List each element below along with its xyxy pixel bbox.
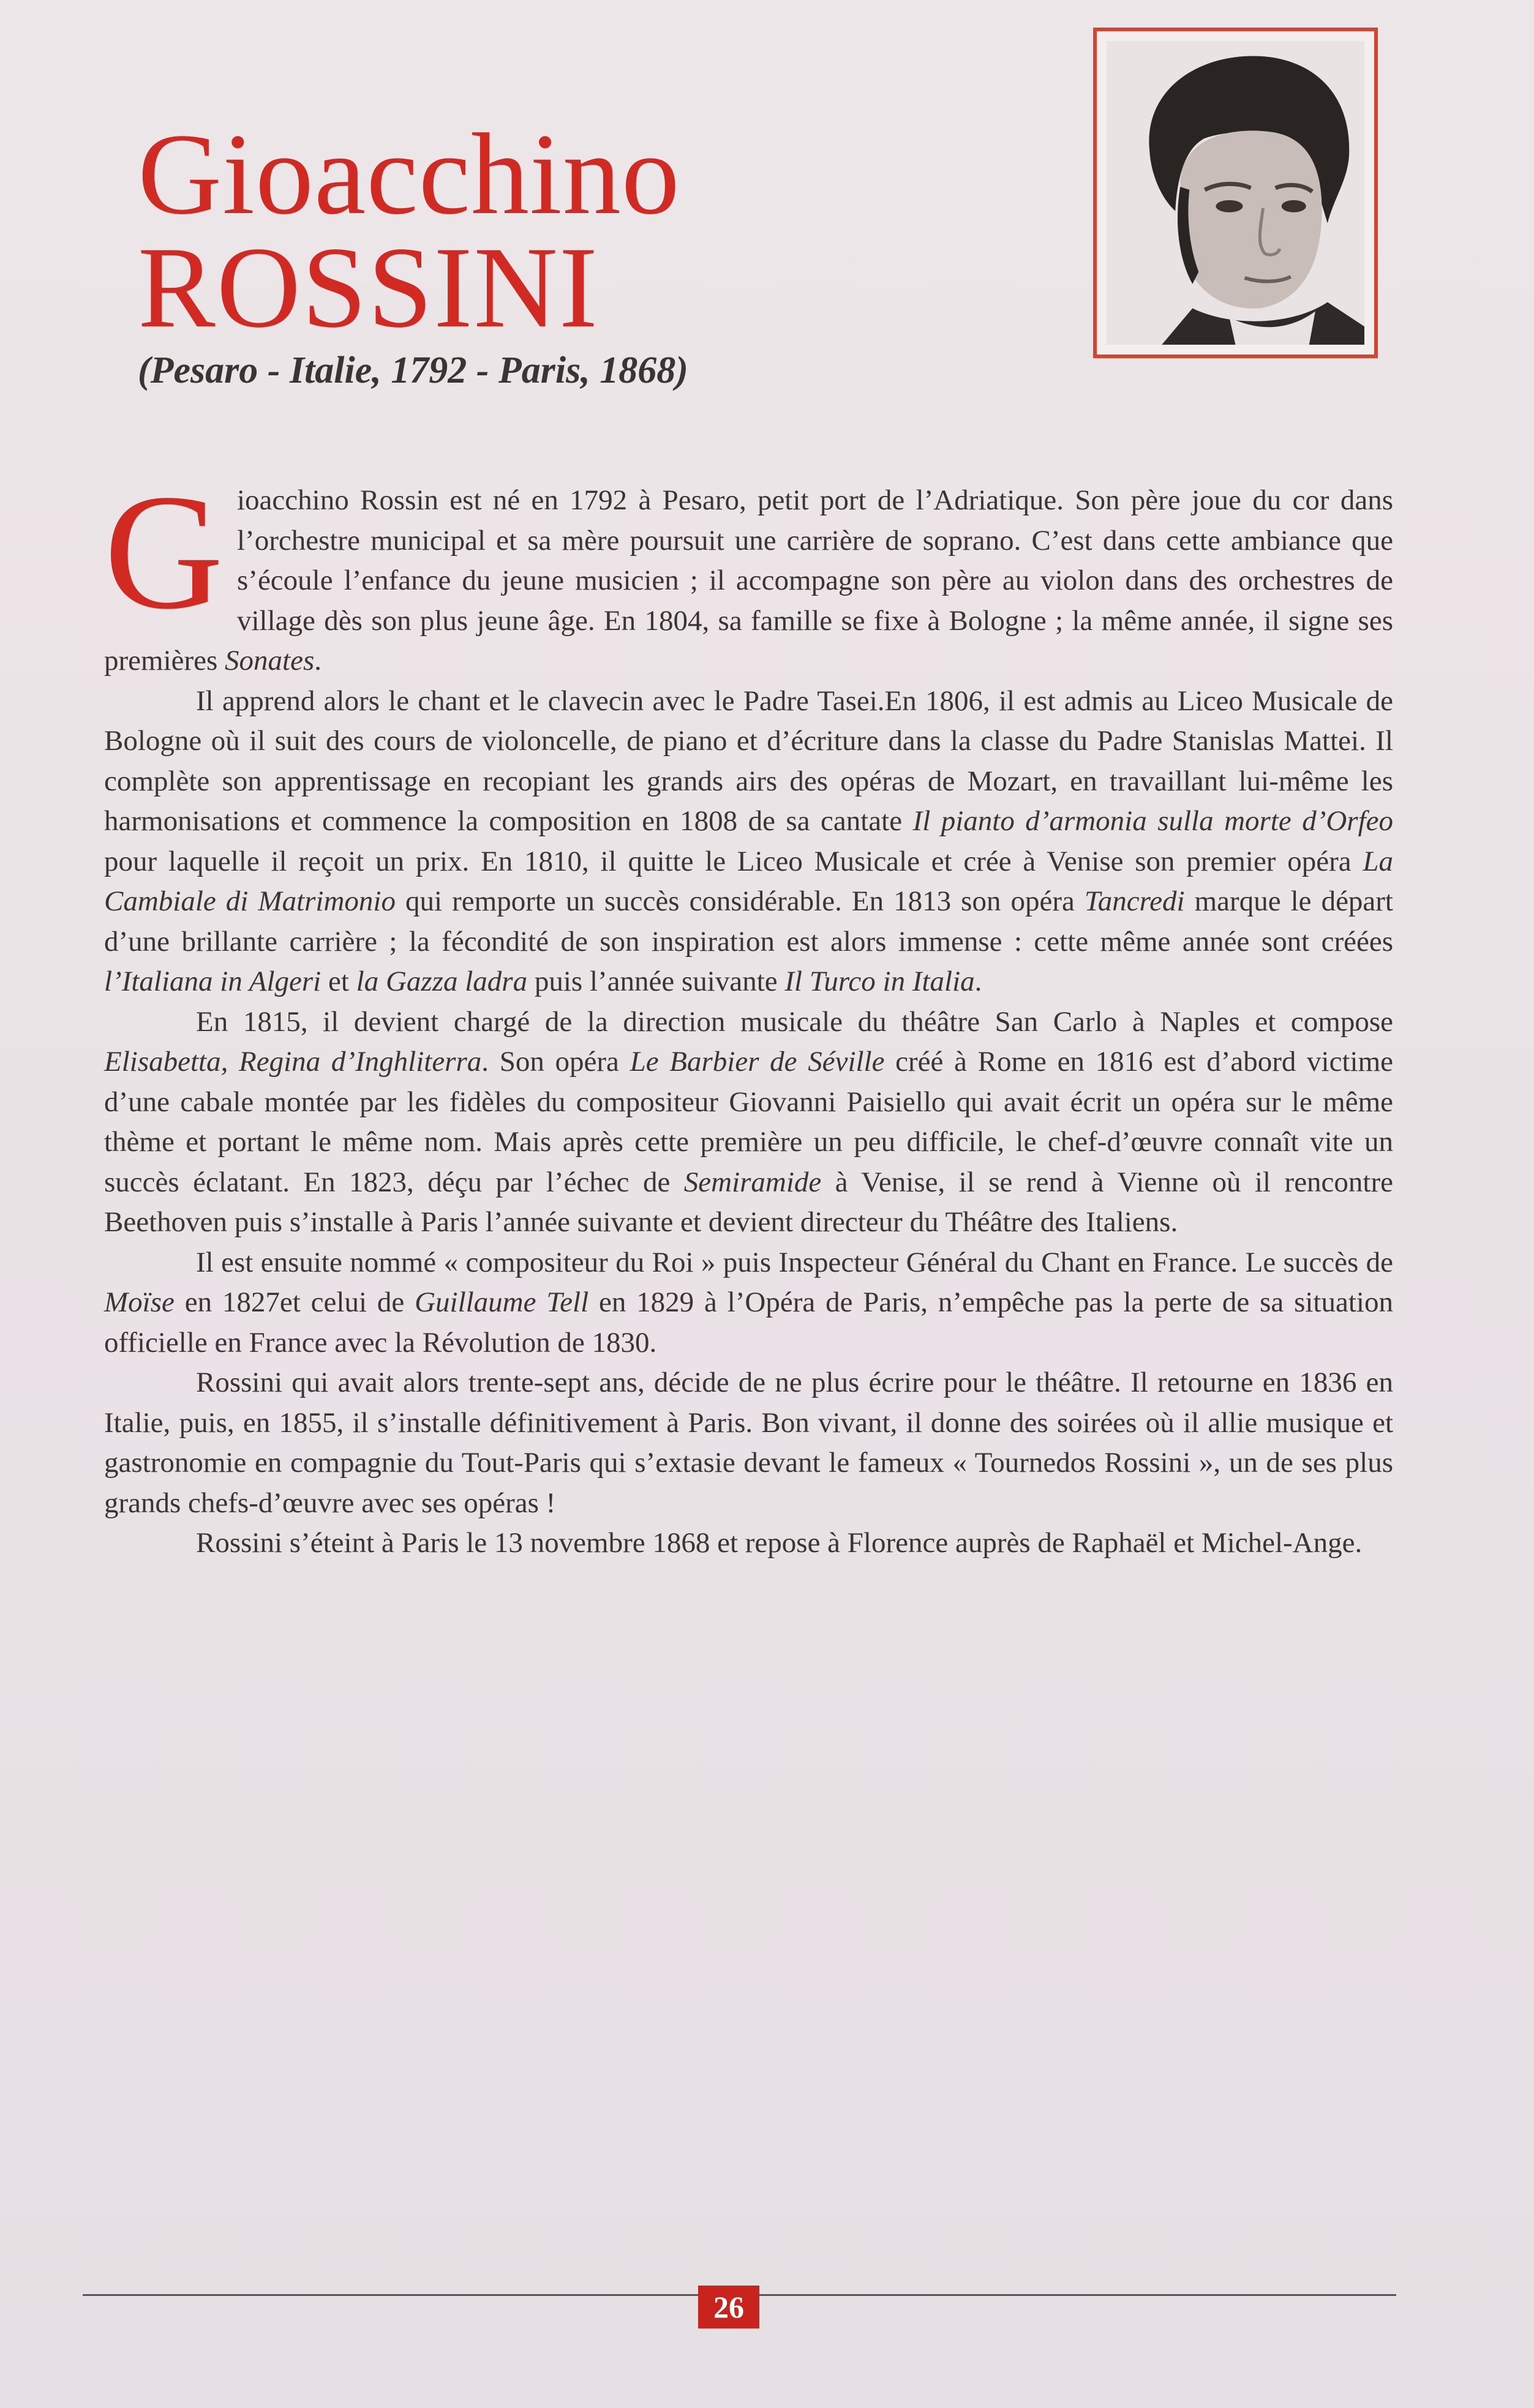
page-number: 26 — [698, 2286, 759, 2328]
portrait-image — [1107, 41, 1364, 345]
biography-text — [104, 460, 1394, 1564]
paragraph-3: En 1815, il devient chargé de la direction musicale du théâtre San Carlo à Naples et compose Elisabetta, Regina d’Inghliterra. Son opéra Le Barbier de Séville créé à Rome en 1816 est d’abord victime d’une cabale montée par les fidèles du compositeur Giovanni Paisiello qui avait écrit un opéra sur le même thème et portant le même nom. Mais après cette première un peu difficile, le chef-d’œuvre connaît vite un succès éclatant. En 1823, déçu par l’échec de Semiramide à Venise, il se rend à Vienne où il rencontre Beethoven puis s’installe à Paris l’année suivante et devient directeur du Théâtre des Italiens. — [104, 1005, 1394, 1238]
footer-rule-right — [759, 2294, 1396, 2296]
footer-rule-left — [83, 2294, 698, 2296]
paragraph-5: Rossini qui avait alors trente-sept ans, décide de ne plus écrire pour le théâtre. Il retourne en 1836 en Italie, puis, en 1855, il s’installe définitivement à Paris. Bon vivant, il donne des soirées où il allie musique et gastronomie en compagnie du Tout-Paris qui s’extasie devant le fameux « Tournedos Rossini », un de ses plus grands chefs-d’œuvre avec ses opéras ! — [104, 1367, 1393, 1519]
paragraph-1: Gioacchino Rossin est né en 1792 à Pesaro, petit port de l’Adriatique. Son père joue du cor dans l’orchestre municipal et sa mère poursuit une carrière de soprano. C’est dans cette ambiance que s’écoule l’enfance du jeune musicien ; il accompagne son père au violon dans des orchestres de village dès son plus jeune âge. En 1804, sa famille se fixe à Bologne ; la même année, il signe ses premières Sonates. — [104, 460, 1393, 677]
paragraph-2: Il apprend alors le chant et le clavecin avec le Padre Tasei.En 1806, il est admis au Liceo Musicale de Bologne où il suit des cours de violoncelle, de piano et d’écriture dans la classe du Padre Stanislas Mattei. Il complète son apprentissage en recopiant les grands airs des opéras de Mozart, en travaillant lui-même les harmonisations et commence la composition en 1808 de sa cantate Il pianto d’armonia sulla morte d’Orfeo pour laquelle il reçoit un prix. En 1810, il quitte le Liceo Musicale et crée à Venise son premier opéra La Cambiale di Matrimonio qui remporte un succès considérable. En 1813 son opéra Tancredi marque le départ d’une brillante carrière ; la fécondité de son inspiration est alors immense : cette même année sont créées l’Italiana in Algeri et la Gazza ladra puis l’année suivante Il Turco in Italia. — [104, 685, 1393, 997]
paragraph-6: Rossini s’éteint à Paris le 13 novembre 1868 et repose à Florence auprès de Raphaël et Michel-Ange. — [196, 1527, 1363, 1559]
title-first-name: Gioacchino — [138, 110, 680, 239]
portrait-frame — [1093, 28, 1378, 358]
subtitle-birth-death: (Pesaro - Italie, 1792 - Paris, 1868) — [138, 350, 688, 391]
paragraph-4: Il est ensuite nommé « compositeur du Roi » puis Inspecteur Général du Chant en France. Le succès de Moïse en 1827et celui de Guillaume Tell en 1829 à l’Opéra de Paris, n’empêche pas la perte de sa situation officielle en France avec la Révolution de 1830. — [104, 1246, 1393, 1359]
dropcap-letter: G — [104, 460, 224, 643]
title-last-name: ROSSINI — [138, 223, 600, 352]
